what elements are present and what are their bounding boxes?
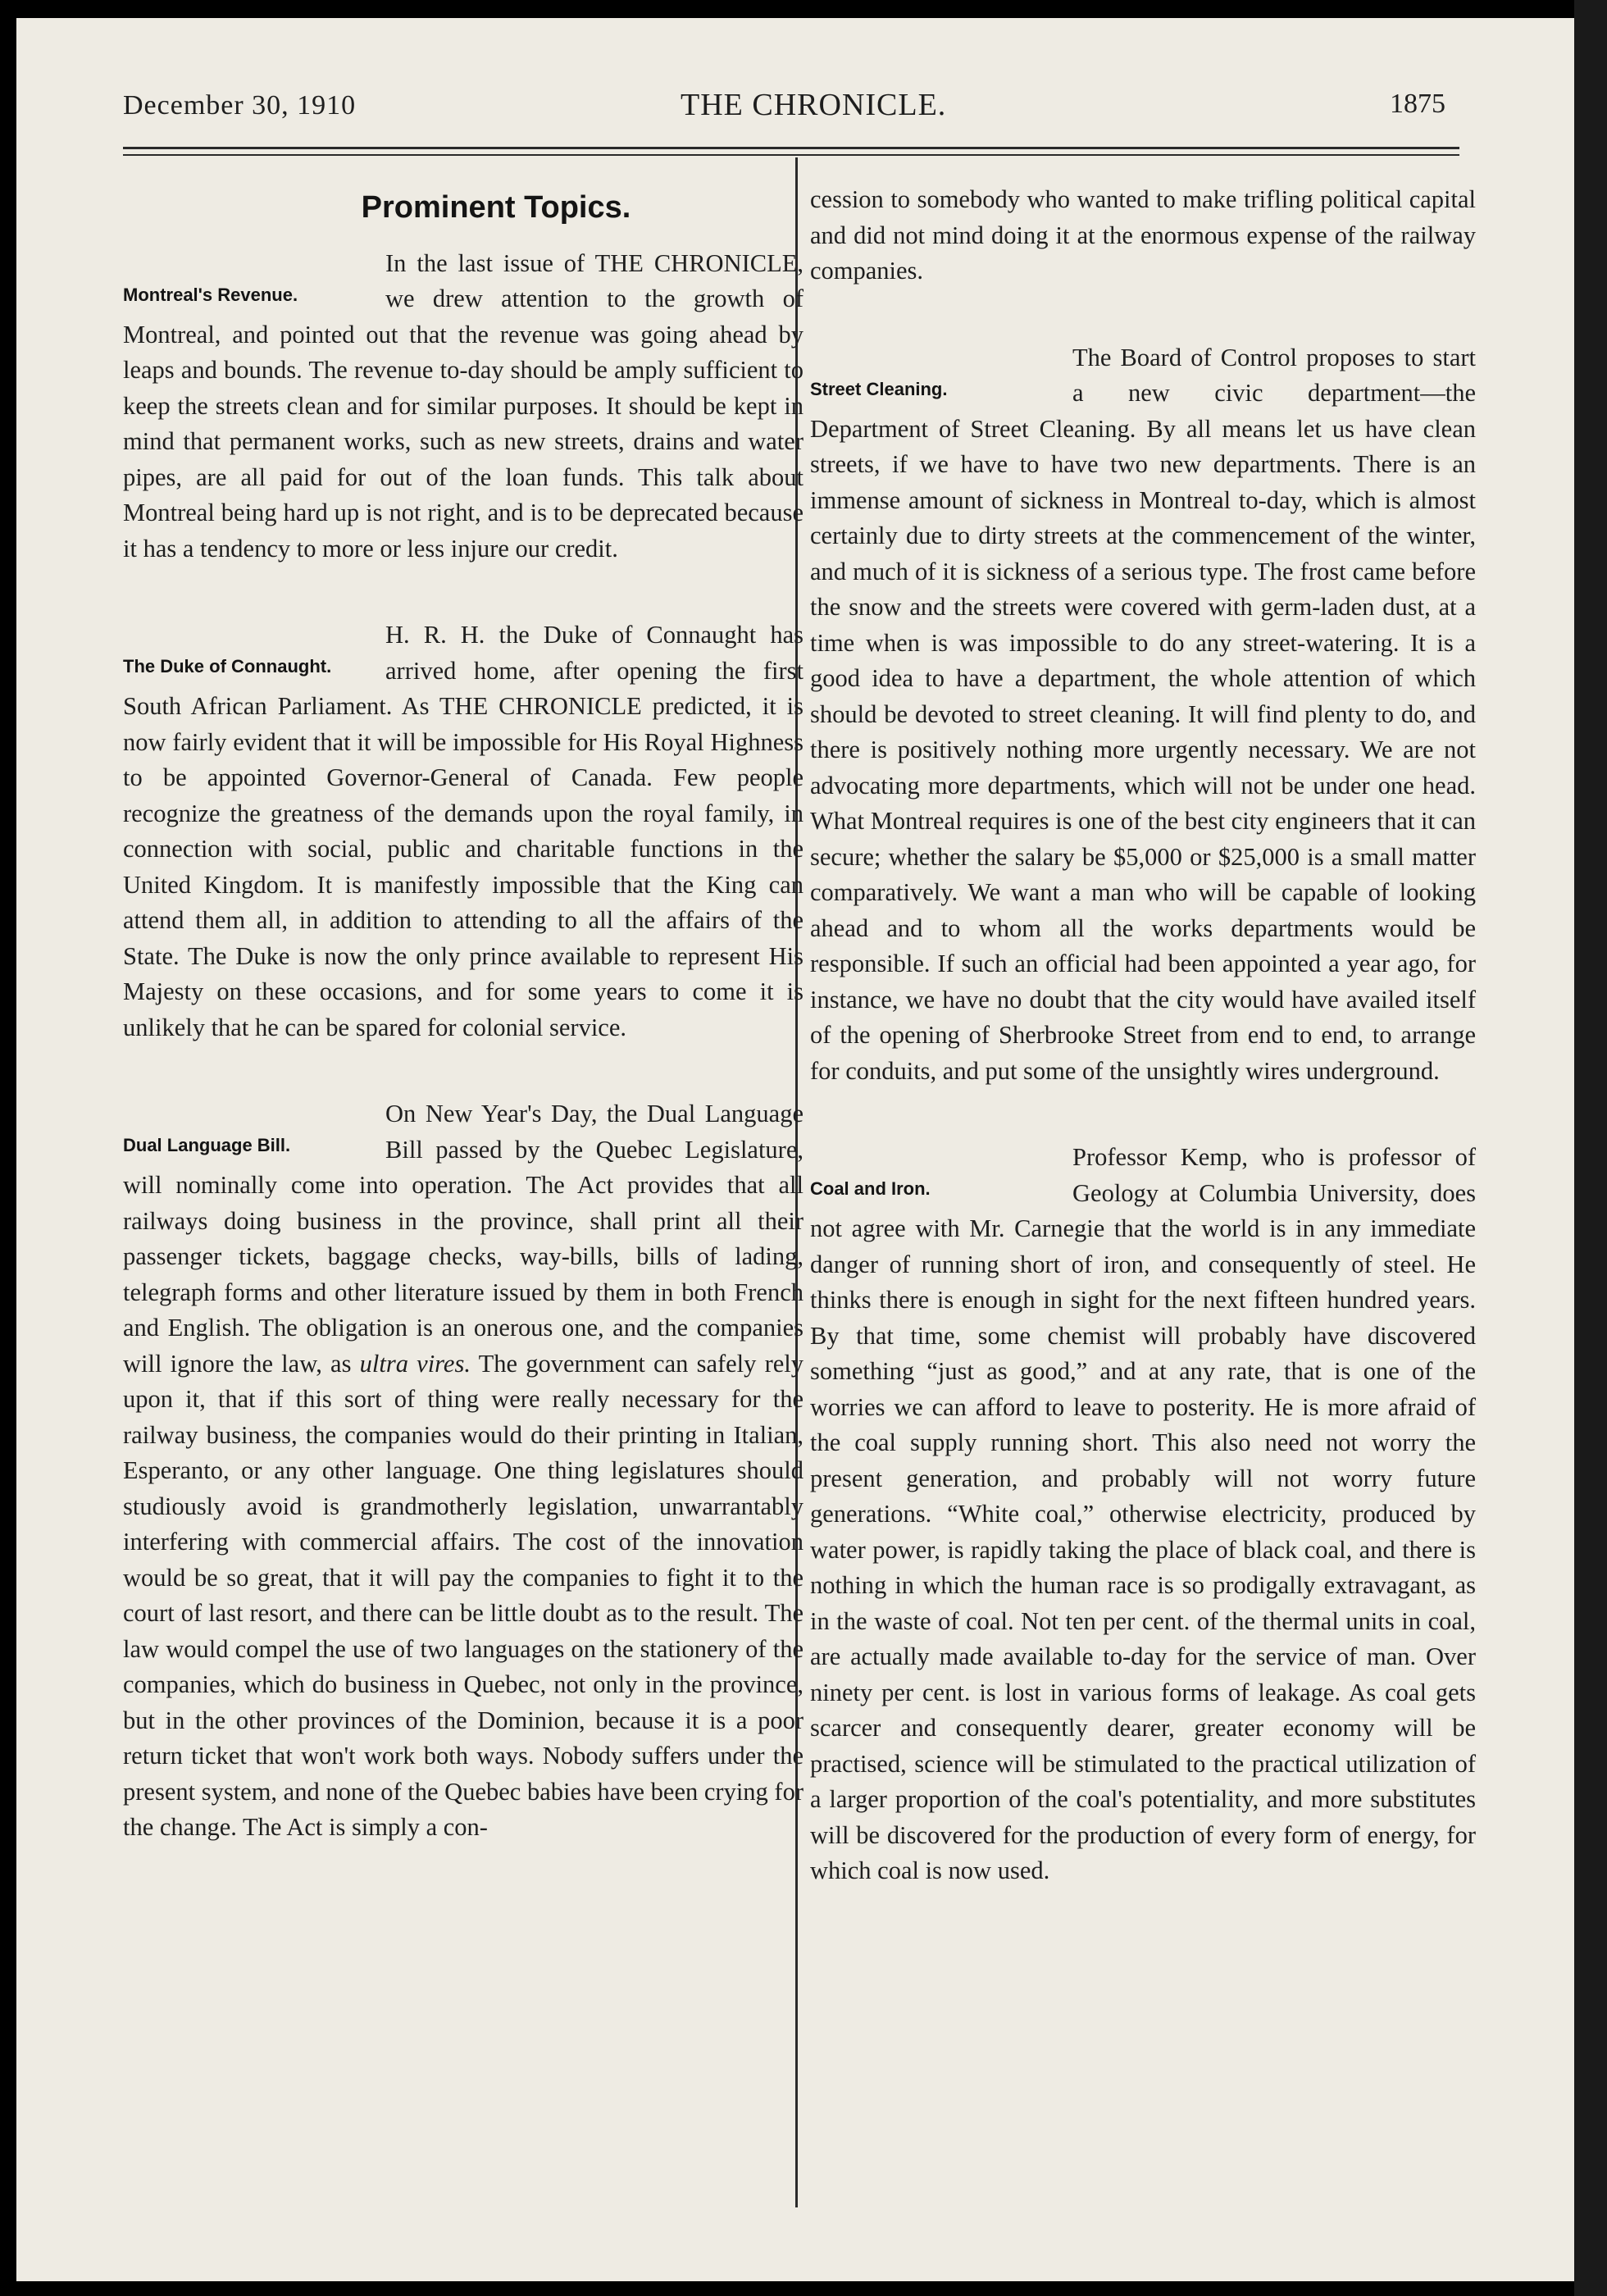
- right-column: [810, 182, 1476, 1940]
- header-page-number: 1875: [1390, 89, 1445, 119]
- header-title: THE CHRONICLE.: [681, 88, 947, 122]
- header-date: December 30, 1910: [123, 90, 357, 121]
- section-heading: Prominent Topics.: [361, 190, 631, 225]
- sidehead-montreals-revenue: Montreal's Revenue.: [123, 284, 298, 305]
- page-header: [107, 82, 1459, 131]
- sidehead-coal-and-iron: Coal and Iron.: [810, 1178, 931, 1199]
- italic-phrase: ultra vires.: [359, 1349, 471, 1378]
- header-rule-bottom: [123, 154, 1459, 156]
- sidehead-duke-of-connaught: The Duke of Connaught.: [123, 656, 332, 676]
- header-rule-top: [123, 147, 1459, 149]
- article-montreals-revenue: [123, 246, 804, 567]
- article-street-cleaning: [810, 340, 1476, 1090]
- article-text-coal-and-iron: Professor Kemp, who is professor of Geology at Columbia University, does not agree with Mr. Carnegie that the world is in any immediate danger of running short of iron, and consequently of steel. He thinks there is enough in sight for the next fifteen hundred years. By that time, some chemist will probably have discovered something “just as good,” and at any rate, that is one of the worries we can afford to leave to posterity. He is more afraid of the coal supply running short. This also need not worry the present generation, and probably will not worry future generations. “White coal,” otherwise electricity, produced by water power, is rapidly taking the place of black coal, and there is nothing in which the human race is so prodigally extravagant, as in the waste of coal. Not ten per cent. of the thermal units in coal, are actually made available to-day for the service of man. Over ninety per cent. is lost in various forms of leakage. As coal gets scarcer and consequently dearer, greater economy will be practised, science will be stimulated to the practical utilization of a larger proportion of the coal's potentiality, and more substitutes will be discovered for the production of every form of energy, for which coal is now used.: [810, 1143, 1476, 1884]
- article-continuation: [810, 182, 1476, 289]
- text-part: The government can safely rely upon it, that if this sort of thing were really necessary for the railway business, the companies would do their printing in Italian, Esperanto, or any other language. One thing legislatures should studiously avoid is grandmotherly legislation, unwarrantably interfering with commercial affairs. The cost of the innovation would be so great, that it will pay the companies to fight it to the court of last resort, and there can be little doubt as to the result. The law would compel the use of two languages on the stationery of the companies, which do business in Quebec, not only in the province, but in the other provinces of the Dominion, because it is a poor return ticket that won't work both ways. Nobody suffers under the present system, and none of the Quebec babies have been crying for the change. The Act is simply a con-: [123, 1349, 804, 1841]
- article-dual-language-bill: [123, 1096, 804, 1846]
- text-part: On New Year's Day, the Dual Language Bill passed by the Quebec Legislature, will nominally come into operation. The Act provides that all railways doing business in the province, shall print all their passenger tickets, baggage checks, way-bills, bills of lading, telegraph forms and other literature issued by them in both French and English. The obligation is an onerous one, and the companies will ignore the law, as: [123, 1100, 804, 1378]
- article-duke-of-connaught: [123, 617, 804, 1046]
- article-text-dual-language-bill: [123, 1096, 804, 1846]
- article-text-montreals-revenue: In the last issue of THE CHRONICLE, we drew attention to the growth of Montreal, and pointed out that the revenue was going ahead by leaps and bounds. The revenue to-day should be amply sufficient to keep the streets clean and for similar purposes. It should be kept in mind that permanent works, such as new streets, drains and water pipes, are all paid for out of the loan funds. This talk about Montreal being hard up is not right, and is to be deprecated because it has a tendency to more or less injure our credit.: [123, 248, 804, 563]
- article-coal-and-iron: [810, 1140, 1476, 1889]
- sidehead-street-cleaning: Street Cleaning.: [810, 378, 948, 399]
- article-text-street-cleaning: The Board of Control proposes to start a new civic department—the Department of Street Cleaning. By all means let us have clean streets, if we have to have two new departments. There is an immense amount of sickness in Montreal to-day, which is almost certainly due to dirty streets at the commencement of the winter, and much of it is sickness of a serious type. The frost came before the snow and the streets were covered with germ-laden dust, at a time when is was impossible to do any street-watering. It is a good idea to have a department, the whole attention of which should be devoted to street cleaning. It will find plenty to do, and there is positively nothing more urgently necessary. We are not advocating more departments, which will not be under one head. What Montreal requires is one of the best city engineers that it can secure; whether the salary be $5,000 or $25,000 is a small matter comparatively. We want a man who will be capable of looking ahead and to whom all the works departments would be responsible. If such an official had been appointed a year ago, for instance, we have no doubt that the city would have availed itself of the opening of Sherbrooke Street from end to end, to arrange for conduits, and put some of the unsightly wires underground.: [810, 343, 1476, 1085]
- continued-text: cession to somebody who wanted to make trifling political capital and did not mind doing it at the enormous expense of the railway companies.: [810, 185, 1476, 285]
- sidehead-dual-language-bill: Dual Language Bill.: [123, 1135, 291, 1155]
- article-text-duke-of-connaught: H. R. H. the Duke of Connaught has arrived home, after opening the first South African Parliament. As THE CHRONICLE predicted, it is now fairly evident that it will be impossible for His Royal Highness to be appointed Governor-General of Canada. Few people recognize the greatness of the demands upon the royal family, in connection with social, public and charitable functions in the United Kingdom. It is manifestly impossible that the King can attend them all, in addition to attending to all the affairs of the State. The Duke is now the only prince available to represent His Majesty on these occasions, and for some years to come it is unlikely that he can be spared for colonial service.: [123, 621, 804, 1041]
- scan-border: [1574, 0, 1607, 2296]
- newspaper-page: [16, 18, 1589, 2281]
- left-column: [123, 182, 804, 1897]
